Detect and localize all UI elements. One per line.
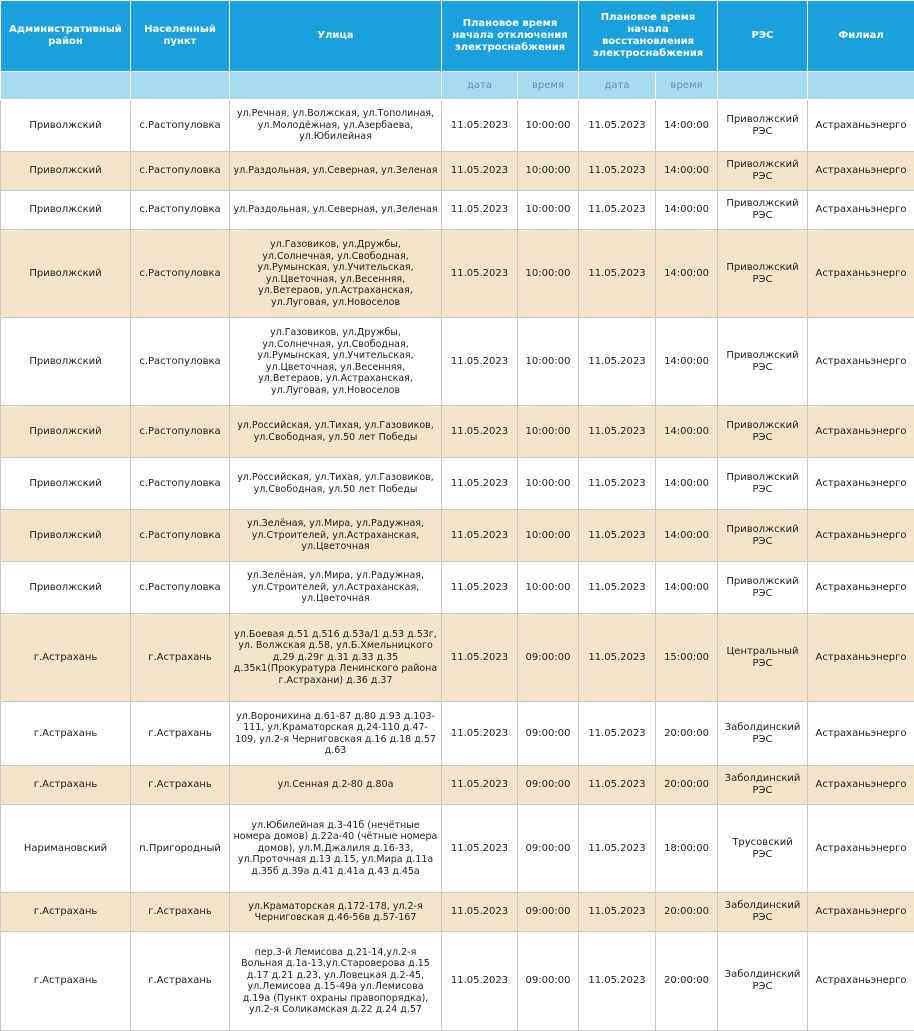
cell-off-time: 10:00:00 bbox=[518, 562, 579, 614]
cell-branch: Астраханьэнерго bbox=[808, 893, 914, 932]
cell-on-time: 14:00:00 bbox=[656, 510, 718, 562]
cell-street: ул.Юбилейная д.3-41б (нечётные номера домов) д.22а-40 (чётные номера домов), ул.М.Джалиля д.16-33, ул.Проточная д.13 д.15, ул.Мира д.11а д.35б д.39а д.41 д.41а д.43 д.45а bbox=[230, 805, 442, 893]
cell-res: Приволжский РЭС bbox=[718, 562, 808, 614]
cell-district: Приволжский bbox=[1, 562, 131, 614]
cell-off-date: 11.05.2023 bbox=[442, 230, 518, 318]
cell-off-time: 10:00:00 bbox=[518, 230, 579, 318]
cell-branch: Астраханьэнерго bbox=[808, 614, 914, 702]
cell-off-time: 09:00:00 bbox=[518, 766, 579, 805]
cell-off-time: 10:00:00 bbox=[518, 318, 579, 406]
cell-on-time: 14:00:00 bbox=[656, 458, 718, 510]
subheader-empty bbox=[131, 72, 230, 100]
cell-on-date: 11.05.2023 bbox=[579, 458, 656, 510]
cell-settlement: г.Астрахань bbox=[131, 766, 230, 805]
cell-district: Приволжский bbox=[1, 510, 131, 562]
cell-off-date: 11.05.2023 bbox=[442, 614, 518, 702]
cell-on-date: 11.05.2023 bbox=[579, 766, 656, 805]
header-district: Административный район bbox=[1, 1, 131, 72]
cell-district: Приволжский bbox=[1, 406, 131, 458]
cell-settlement: п.Пригородный bbox=[131, 805, 230, 893]
cell-settlement: с.Растопуловка bbox=[131, 562, 230, 614]
cell-on-time: 14:00:00 bbox=[656, 191, 718, 230]
cell-on-time: 14:00:00 bbox=[656, 318, 718, 406]
cell-off-time: 10:00:00 bbox=[518, 191, 579, 230]
cell-off-date: 11.05.2023 bbox=[442, 458, 518, 510]
cell-off-time: 10:00:00 bbox=[518, 458, 579, 510]
cell-on-time: 14:00:00 bbox=[656, 562, 718, 614]
subheader-on-time: время bbox=[656, 72, 718, 100]
cell-branch: Астраханьэнерго bbox=[808, 318, 914, 406]
cell-settlement: с.Растопуловка bbox=[131, 318, 230, 406]
cell-res: Приволжский РЭС bbox=[718, 318, 808, 406]
cell-branch: Астраханьэнерго bbox=[808, 100, 914, 152]
subheader-empty bbox=[808, 72, 914, 100]
table-row bbox=[1, 893, 914, 932]
cell-off-time: 09:00:00 bbox=[518, 932, 579, 1031]
cell-on-time: 14:00:00 bbox=[656, 406, 718, 458]
cell-settlement: с.Растопуловка bbox=[131, 510, 230, 562]
cell-off-time: 09:00:00 bbox=[518, 614, 579, 702]
cell-district: г.Астрахань bbox=[1, 614, 131, 702]
cell-on-date: 11.05.2023 bbox=[579, 805, 656, 893]
table-row bbox=[1, 932, 914, 1031]
cell-street: пер.3-й Лемисова д.21-14,ул.2-я Вольная д.1а-13,ул.Староверова д.15 д.17 д.21 д.23, ул.Ловецкая д.2-45, ул.Лемисова д.15-49а ул.Лемисова д.19а (Пункт охраны правопорядка), ул.2-я Соликамская д.22 д.24 д.57 bbox=[230, 932, 442, 1031]
cell-on-date: 11.05.2023 bbox=[579, 406, 656, 458]
cell-branch: Астраханьэнерго bbox=[808, 191, 914, 230]
cell-off-date: 11.05.2023 bbox=[442, 562, 518, 614]
cell-res: Приволжский РЭС bbox=[718, 406, 808, 458]
cell-district: Приволжский bbox=[1, 100, 131, 152]
cell-off-time: 10:00:00 bbox=[518, 510, 579, 562]
table-row bbox=[1, 510, 914, 562]
cell-branch: Астраханьэнерго bbox=[808, 702, 914, 766]
cell-off-date: 11.05.2023 bbox=[442, 932, 518, 1031]
cell-branch: Астраханьэнерго bbox=[808, 562, 914, 614]
cell-branch: Астраханьэнерго bbox=[808, 766, 914, 805]
cell-off-time: 10:00:00 bbox=[518, 152, 579, 191]
cell-branch: Астраханьэнерго bbox=[808, 458, 914, 510]
cell-branch: Астраханьэнерго bbox=[808, 230, 914, 318]
cell-on-date: 11.05.2023 bbox=[579, 932, 656, 1031]
cell-res: Трусовский РЭС bbox=[718, 805, 808, 893]
cell-on-time: 15:00:00 bbox=[656, 614, 718, 702]
cell-on-time: 14:00:00 bbox=[656, 100, 718, 152]
cell-on-time: 20:00:00 bbox=[656, 702, 718, 766]
cell-res: Заболдинский РЭС bbox=[718, 932, 808, 1031]
cell-off-date: 11.05.2023 bbox=[442, 702, 518, 766]
subheader-off-date: дата bbox=[442, 72, 518, 100]
cell-settlement: с.Растопуловка bbox=[131, 406, 230, 458]
cell-branch: Астраханьэнерго bbox=[808, 805, 914, 893]
cell-street: ул.Зелёная, ул.Мира, ул.Радужная, ул.Строителей, ул.Астраханская, ул.Цветочная bbox=[230, 562, 442, 614]
cell-settlement: с.Растопуловка bbox=[131, 191, 230, 230]
cell-off-date: 11.05.2023 bbox=[442, 191, 518, 230]
cell-res: Заболдинский РЭС bbox=[718, 702, 808, 766]
table-row bbox=[1, 230, 914, 318]
cell-district: Приволжский bbox=[1, 458, 131, 510]
cell-res: Приволжский РЭС bbox=[718, 152, 808, 191]
cell-on-date: 11.05.2023 bbox=[579, 152, 656, 191]
cell-res: Приволжский РЭС bbox=[718, 100, 808, 152]
cell-off-time: 09:00:00 bbox=[518, 893, 579, 932]
cell-on-date: 11.05.2023 bbox=[579, 510, 656, 562]
cell-street: ул.Воронихина д.61-87 д.80 д.93 д.103-111, ул.Краматорская д.24-110 д.47-109, ул.2-я Черниговская д.16 д.18 д.57 д.63 bbox=[230, 702, 442, 766]
cell-street: ул.Речная, ул.Волжская, ул.Тополиная, ул.Молодёжная, ул.Азербаева, ул.Юбилейная bbox=[230, 100, 442, 152]
cell-district: г.Астрахань bbox=[1, 702, 131, 766]
subheader-empty bbox=[230, 72, 442, 100]
table-row bbox=[1, 406, 914, 458]
header-res: РЭС bbox=[718, 1, 808, 72]
cell-on-date: 11.05.2023 bbox=[579, 893, 656, 932]
subheader-empty bbox=[718, 72, 808, 100]
cell-off-date: 11.05.2023 bbox=[442, 766, 518, 805]
table-body bbox=[1, 100, 914, 1031]
cell-street: ул.Газовиков, ул.Дружбы, ул.Солнечная, ул.Свободная, ул.Румынская, ул.Учительская, ул.Цветочная, ул.Весенняя, ул.Ветераов, ул.Астраханская, ул.Луговая, ул.Новоселов bbox=[230, 318, 442, 406]
cell-street: ул.Боевая д.51 д.516 д.53а/1 д.53 д.53г, ул. Волжская д.58, ул.Б.Хмельницкого д.29 д.29г д.31 д.33 д.35 д.35к1(Прокуратура Ленинского района г.Астрахани) д.36 д.37 bbox=[230, 614, 442, 702]
cell-res: Приволжский РЭС bbox=[718, 458, 808, 510]
cell-settlement: г.Астрахань bbox=[131, 932, 230, 1031]
cell-district: Приволжский bbox=[1, 318, 131, 406]
table-row bbox=[1, 100, 914, 152]
cell-res: Приволжский РЭС bbox=[718, 191, 808, 230]
cell-settlement: г.Астрахань bbox=[131, 614, 230, 702]
header-settlement: Населенный пункт bbox=[131, 1, 230, 72]
cell-district: Наримановский bbox=[1, 805, 131, 893]
subheader-on-date: дата bbox=[579, 72, 656, 100]
cell-branch: Астраханьэнерго bbox=[808, 932, 914, 1031]
cell-res: Приволжский РЭС bbox=[718, 230, 808, 318]
header-off-time: Плановое время начала отключения электроснабжения bbox=[442, 1, 579, 72]
cell-off-time: 09:00:00 bbox=[518, 805, 579, 893]
table-row bbox=[1, 766, 914, 805]
cell-off-time: 10:00:00 bbox=[518, 406, 579, 458]
cell-street: ул.Российская, ул.Тихая, ул.Газовиков, ул.Свободная, ул.50 лет Победы bbox=[230, 406, 442, 458]
cell-res: Центральный РЭС bbox=[718, 614, 808, 702]
cell-on-time: 14:00:00 bbox=[656, 230, 718, 318]
table-header-row bbox=[1, 1, 914, 72]
table-row bbox=[1, 614, 914, 702]
cell-district: г.Астрахань bbox=[1, 766, 131, 805]
cell-on-date: 11.05.2023 bbox=[579, 318, 656, 406]
cell-district: г.Астрахань bbox=[1, 932, 131, 1031]
cell-branch: Астраханьэнерго bbox=[808, 510, 914, 562]
cell-off-time: 10:00:00 bbox=[518, 100, 579, 152]
cell-settlement: г.Астрахань bbox=[131, 893, 230, 932]
cell-off-date: 11.05.2023 bbox=[442, 100, 518, 152]
cell-off-date: 11.05.2023 bbox=[442, 152, 518, 191]
cell-on-time: 18:00:00 bbox=[656, 805, 718, 893]
header-restore-time: Плановое время начала восстановления электроснабжения bbox=[579, 1, 718, 72]
cell-on-date: 11.05.2023 bbox=[579, 100, 656, 152]
cell-settlement: с.Растопуловка bbox=[131, 458, 230, 510]
cell-on-date: 11.05.2023 bbox=[579, 191, 656, 230]
cell-off-date: 11.05.2023 bbox=[442, 805, 518, 893]
cell-off-date: 11.05.2023 bbox=[442, 510, 518, 562]
cell-district: Приволжский bbox=[1, 191, 131, 230]
cell-on-time: 14:00:00 bbox=[656, 152, 718, 191]
cell-on-date: 11.05.2023 bbox=[579, 230, 656, 318]
table-row bbox=[1, 702, 914, 766]
cell-settlement: с.Растопуловка bbox=[131, 230, 230, 318]
cell-street: ул.Краматорская д.172-178, ул.2-я Черниговская д.46-56в д.57-167 bbox=[230, 893, 442, 932]
cell-settlement: с.Растопуловка bbox=[131, 152, 230, 191]
cell-district: Приволжский bbox=[1, 152, 131, 191]
cell-on-time: 20:00:00 bbox=[656, 893, 718, 932]
cell-on-time: 20:00:00 bbox=[656, 932, 718, 1031]
cell-on-date: 11.05.2023 bbox=[579, 702, 656, 766]
cell-settlement: с.Растопуловка bbox=[131, 100, 230, 152]
cell-res: Заболдинский РЭС bbox=[718, 766, 808, 805]
table-row bbox=[1, 562, 914, 614]
cell-street: ул.Раздольная, ул.Северная, ул.Зеленая bbox=[230, 191, 442, 230]
header-street: Улица bbox=[230, 1, 442, 72]
table-subheader-row bbox=[1, 72, 914, 100]
cell-off-date: 11.05.2023 bbox=[442, 318, 518, 406]
cell-street: ул.Раздольная, ул.Северная, ул.Зеленая bbox=[230, 152, 442, 191]
cell-settlement: г.Астрахань bbox=[131, 702, 230, 766]
header-branch: Филиал bbox=[808, 1, 914, 72]
cell-district: Приволжский bbox=[1, 230, 131, 318]
subheader-off-time: время bbox=[518, 72, 579, 100]
cell-off-date: 11.05.2023 bbox=[442, 893, 518, 932]
table-row bbox=[1, 458, 914, 510]
subheader-empty bbox=[1, 72, 131, 100]
cell-res: Заболдинский РЭС bbox=[718, 893, 808, 932]
cell-off-time: 09:00:00 bbox=[518, 702, 579, 766]
cell-res: Приволжский РЭС bbox=[718, 510, 808, 562]
cell-on-date: 11.05.2023 bbox=[579, 562, 656, 614]
cell-district: г.Астрахань bbox=[1, 893, 131, 932]
table-row bbox=[1, 318, 914, 406]
table-row bbox=[1, 805, 914, 893]
cell-on-time: 20:00:00 bbox=[656, 766, 718, 805]
cell-street: ул.Российская, ул.Тихая, ул.Газовиков, ул.Свободная, ул.50 лет Победы bbox=[230, 458, 442, 510]
table-row bbox=[1, 152, 914, 191]
cell-street: ул.Зелёная, ул.Мира, ул.Радужная, ул.Строителей, ул.Астраханская, ул.Цветочная bbox=[230, 510, 442, 562]
cell-branch: Астраханьэнерго bbox=[808, 406, 914, 458]
cell-street: ул.Сенная д.2-80 д.80а bbox=[230, 766, 442, 805]
table-row bbox=[1, 191, 914, 230]
cell-branch: Астраханьэнерго bbox=[808, 152, 914, 191]
cell-on-date: 11.05.2023 bbox=[579, 614, 656, 702]
cell-off-date: 11.05.2023 bbox=[442, 406, 518, 458]
cell-street: ул.Газовиков, ул.Дружбы, ул.Солнечная, ул.Свободная, ул.Румынская, ул.Учительская, ул.Цветочная, ул.Весенняя, ул.Ветераов, ул.Астраханская, ул.Луговая, ул.Новоселов bbox=[230, 230, 442, 318]
